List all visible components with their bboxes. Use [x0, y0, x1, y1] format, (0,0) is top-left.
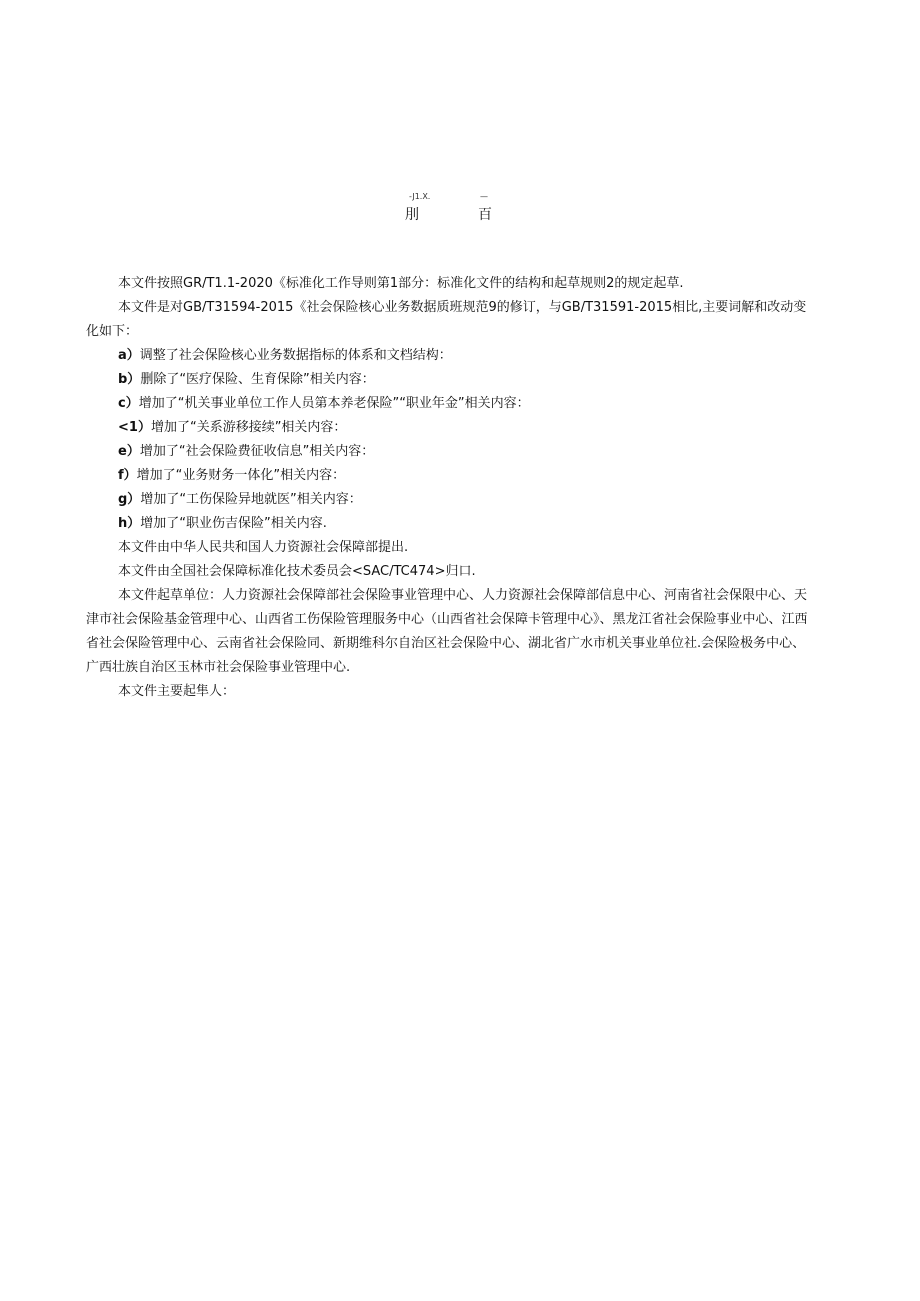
list-item [86, 440, 816, 464]
list-item [86, 416, 816, 440]
list-item-mark: a） [118, 348, 140, 363]
title-small-left: -J1.X. [409, 192, 431, 201]
list-item-text: 调整了社会保险核心业务数据指标的体系和文档结构： [139, 348, 452, 363]
list-item-mark: f） [118, 468, 137, 483]
paragraph-drafting-basis: 本文件按照GR/T1.1-2020《标准化工作导则第1部分：标准化文件的结构和起草规则2的规定起草. [118, 276, 684, 291]
paragraph-drafters: 本文件主要起隼人： [118, 684, 236, 699]
list-item-mark: c） [118, 396, 139, 411]
list-item [86, 368, 816, 392]
list-item-mark: b） [118, 372, 141, 387]
list-item [86, 488, 816, 512]
list-item-text: 增加了“关系游移接续”相关内容： [150, 420, 347, 435]
list-item-text: 删除了“医疗保险、生育保除”相关内容： [140, 372, 375, 387]
title-small-right: — [480, 192, 488, 201]
paragraph-revision-summary: 本文件是对GB/T31594-2015《社会保险核心业务数据质班规范9的修订，与GB/T31591-2015相比,主要词解和改动变化如下： [86, 300, 807, 339]
list-item-mark: h） [118, 516, 141, 531]
list-item [86, 464, 816, 488]
list-item [86, 512, 816, 536]
section-title [0, 192, 920, 232]
list-item-text: 增加了“工伤保险异地就医”相关内容： [140, 492, 362, 507]
title-char-left: 刖 [405, 207, 419, 223]
list-item-mark: e） [118, 444, 140, 459]
list-item-text: 增加了“职业伤吉保险”相关内容. [140, 516, 327, 531]
list-item-text: 增加了“社会保险费征收信息”相关内容： [139, 444, 375, 459]
list-item-text: 增加了“机关事业单位工作人员第本养老保险”“职业年金”相关内容： [138, 396, 530, 411]
paragraph-drafting-units: 本文件起草单位：人力资源社会保障部社会保险事业管理中心、人力资源社会保障部信息中心、河南省社会保限中心、天津市社会保险基金管理中心、山西省工伤保险管理服务中心（山西省社会保障卡管理中心》、黑龙江省社会保险事业中心、江西省社会保险管理中心、云南省社会保险同、新期维科尔自治区社会保险中心、湖北省广水市机关事业单位社.会保险极务中心、广西壮族自治区玉林市社会保险事业管理中心. [86, 588, 808, 675]
foreword-body [86, 272, 816, 704]
title-char-right: 百 [478, 207, 492, 223]
list-item [86, 392, 816, 416]
list-item-mark: <1） [118, 420, 151, 435]
list-item-mark: g） [118, 492, 141, 507]
paragraph-committee: 本文件由全国社会保障标准化技术委员会<SAC/TC474>归口. [118, 564, 476, 579]
list-item [86, 344, 816, 368]
list-item-text: 增加了“业务财务一体化”相关内容： [136, 468, 346, 483]
paragraph-proposer: 本文件由中华人民共和国人力资源社会保障部提出. [118, 540, 409, 555]
